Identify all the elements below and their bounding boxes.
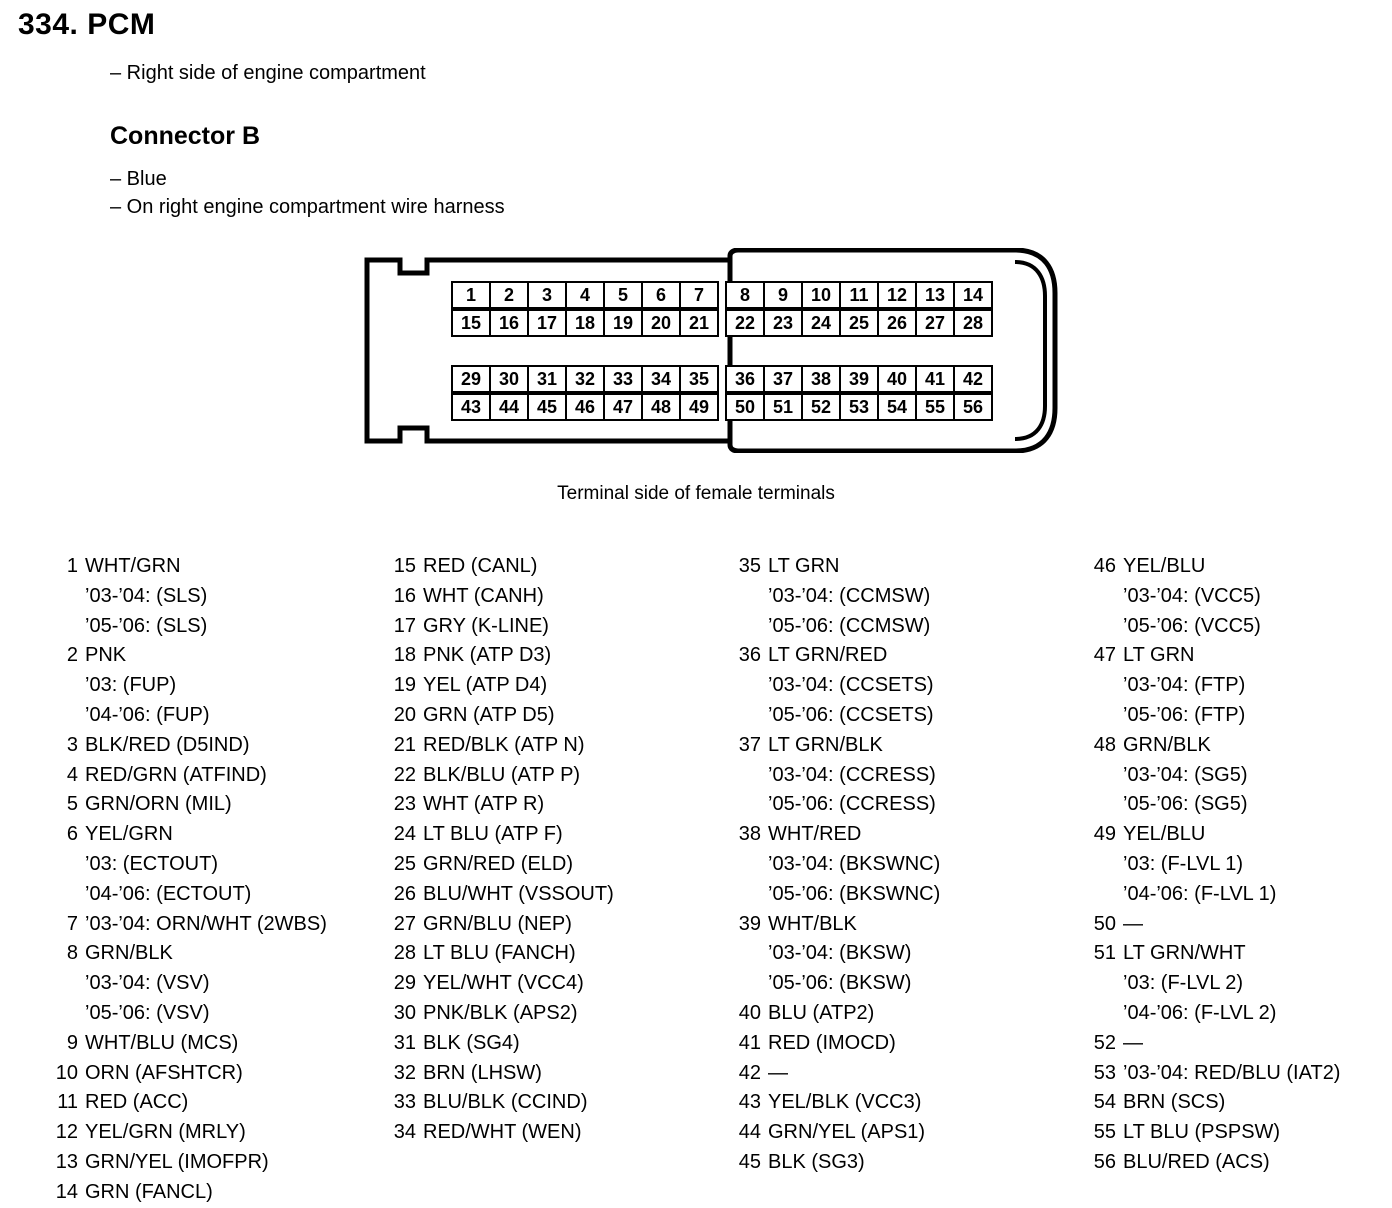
pin-number: 19 (393, 674, 416, 697)
pin-number: 41 (738, 1031, 761, 1054)
pin-entry (390, 969, 730, 999)
pin-description: GRN/YEL (APS1) (768, 1121, 926, 1144)
pin-subentry: ’04-’06: (F-LVL 1) (1123, 882, 1277, 905)
pin-entry (390, 1088, 730, 1118)
pin-subentry: ’03: (ECTOUT) (85, 852, 218, 875)
pin-cell[interactable]: 14 (953, 281, 993, 309)
pin-description: PNK/BLK (APS2) (423, 1001, 578, 1024)
pin-description: GRY (K-LINE) (423, 614, 549, 637)
pin-number: 11 (57, 1091, 78, 1114)
pin-description: YEL/BLU (1123, 823, 1206, 846)
pin-entry (1090, 910, 1390, 940)
pin-entry (1090, 1118, 1390, 1148)
pin-number: 8 (66, 942, 78, 965)
pin-entry (390, 582, 730, 612)
pin-cell[interactable]: 36 (725, 365, 765, 393)
pin-number: 31 (393, 1031, 416, 1054)
pin-list-column-1 (52, 552, 382, 1208)
pin-subentry: ’04-’06: (FUP) (85, 703, 210, 726)
pin-description: LT GRN (1123, 644, 1195, 667)
pin-number: 14 (55, 1180, 78, 1203)
pin-number: 16 (393, 584, 416, 607)
pin-entry (52, 761, 382, 791)
pin-subentry: ’03-’04: (BKSWNC) (768, 852, 941, 875)
pin-entry (52, 1178, 382, 1208)
pin-description: BLU (ATP2) (768, 1001, 875, 1024)
pin-cell[interactable]: 40 (877, 365, 917, 393)
pin-description: ’03-’04: ORN/WHT (2WBS) (85, 912, 327, 935)
pin-number: 47 (1093, 644, 1116, 667)
pin-number: 50 (1093, 912, 1116, 935)
pin-entry (1090, 1148, 1390, 1178)
pin-entry (735, 552, 1085, 582)
pin-number: 54 (1093, 1091, 1116, 1114)
pin-description: BLK/RED (D5IND) (85, 733, 250, 756)
pin-number: 25 (393, 852, 416, 875)
pin-entry (390, 552, 730, 582)
pin-description: RED (IMOCD) (768, 1031, 896, 1054)
pin-cell[interactable]: 26 (877, 309, 917, 337)
pin-description: BLK (SG3) (768, 1150, 865, 1173)
pin-cell[interactable]: 49 (679, 393, 719, 421)
pin-number: 55 (1093, 1121, 1116, 1144)
pin-cell[interactable]: 29 (451, 365, 491, 393)
pin-number: 6 (66, 823, 78, 846)
pin-number: 15 (393, 555, 416, 577)
pin-row-3 (451, 365, 991, 393)
pin-entry (390, 880, 730, 910)
pin-entry (52, 1059, 382, 1089)
pin-list-column-2 (390, 552, 730, 1148)
pin-description: LT BLU (ATP F) (423, 823, 563, 846)
pin-cell[interactable]: 37 (763, 365, 803, 393)
pin-cell[interactable]: 2 (489, 281, 529, 309)
pin-entry (1090, 1088, 1390, 1118)
pin-entry (735, 1088, 1085, 1118)
pin-subentry: ’03-’04: (SLS) (85, 584, 208, 607)
pin-cell[interactable]: 25 (839, 309, 879, 337)
connector-color-note: – Blue (110, 168, 167, 190)
pin-cell[interactable]: 47 (603, 393, 643, 421)
pin-number: 29 (393, 972, 416, 995)
pin-number: 52 (1093, 1031, 1116, 1054)
pin-number: 35 (738, 555, 761, 577)
pin-row-2 (451, 309, 991, 337)
pin-subentry: ’05-’06: (SLS) (85, 614, 208, 637)
pin-entry (735, 641, 1085, 671)
pin-list-column-4 (1090, 552, 1390, 1178)
pin-entry (390, 641, 730, 671)
pin-list (0, 552, 1392, 1203)
pin-description: PNK (ATP D3) (423, 644, 552, 667)
terminal-caption: Terminal side of female terminals (557, 483, 835, 504)
pin-number: 3 (66, 733, 78, 756)
pin-number: 4 (66, 763, 78, 786)
pin-description: YEL/WHT (VCC4) (423, 972, 584, 995)
pin-description: — (768, 1061, 788, 1084)
pin-subentry: ’03-’04: (CCSETS) (768, 674, 934, 697)
pin-number: 53 (1093, 1061, 1116, 1084)
pin-subentry: ’05-’06: (BKSWNC) (768, 882, 941, 905)
pin-entry (1090, 641, 1390, 671)
pin-entry (735, 1059, 1085, 1089)
pin-entry (735, 1029, 1085, 1059)
pin-description: GRN/BLK (1123, 733, 1211, 756)
pin-number: 34 (393, 1121, 416, 1144)
pin-number: 39 (738, 912, 761, 935)
pin-cell[interactable]: 42 (953, 365, 993, 393)
pin-description: LT GRN/BLK (768, 733, 883, 756)
pin-entry (735, 820, 1085, 850)
pin-subentry: ’03-’04: (VSV) (85, 972, 210, 995)
pin-cell[interactable]: 31 (527, 365, 567, 393)
pin-description: YEL/GRN (MRLY) (85, 1121, 246, 1144)
pin-cell[interactable]: 33 (603, 365, 643, 393)
pin-entry (735, 1118, 1085, 1148)
pin-subentry: ’04-’06: (ECTOUT) (85, 882, 252, 905)
pin-description: LT GRN (768, 555, 840, 577)
pin-number: 22 (393, 763, 416, 786)
pin-number: 40 (738, 1001, 761, 1024)
pin-entry (390, 1029, 730, 1059)
pin-entry (52, 552, 382, 582)
pin-description: YEL (ATP D4) (423, 674, 548, 697)
pin-cell[interactable]: 32 (565, 365, 605, 393)
pin-description: LT GRN/WHT (1123, 942, 1246, 965)
pin-description: LT GRN/RED (768, 644, 888, 667)
pin-number: 33 (393, 1091, 416, 1114)
pin-description: — (1123, 912, 1143, 935)
pin-number: 24 (393, 823, 416, 846)
pin-entry (1090, 939, 1390, 969)
connector-heading: Connector B (110, 122, 260, 150)
pin-number: 37 (738, 733, 761, 756)
pin-description: WHT/BLK (768, 912, 857, 935)
pin-number: 32 (393, 1061, 416, 1084)
pin-entry (52, 731, 382, 761)
pin-description: WHT/RED (768, 823, 862, 846)
pin-cell[interactable]: 19 (603, 309, 643, 337)
pin-subentry: ’05-’06: (CCRESS) (768, 793, 936, 816)
pin-entry (735, 1148, 1085, 1178)
pin-entry (52, 820, 382, 850)
pin-cell[interactable]: 44 (489, 393, 529, 421)
pin-description: BLK (SG4) (423, 1031, 520, 1054)
pin-number: 36 (738, 644, 761, 667)
pin-number: 28 (393, 942, 416, 965)
pin-cell[interactable]: 34 (641, 365, 681, 393)
pin-cell[interactable]: 13 (915, 281, 955, 309)
pin-description: ORN (AFSHTCR) (85, 1061, 243, 1084)
pin-cell[interactable]: 52 (801, 393, 841, 421)
pin-entry (390, 939, 730, 969)
pin-description: RED/GRN (ATFIND) (85, 763, 267, 786)
pin-subentry: ’03-’04: (CCRESS) (768, 763, 936, 786)
pin-number: 10 (55, 1061, 78, 1084)
pin-entry (390, 731, 730, 761)
pin-entry (390, 820, 730, 850)
pin-entry (52, 1029, 382, 1059)
pin-entry (52, 641, 382, 671)
pin-entry (390, 612, 730, 642)
pin-subentry: ’03-’04: (SG5) (1123, 763, 1248, 786)
pin-number: 17 (393, 614, 416, 637)
pin-cell[interactable]: 9 (763, 281, 803, 309)
pin-description: PNK (85, 644, 127, 667)
pin-entry (390, 850, 730, 880)
pin-description: GRN/ORN (MIL) (85, 793, 232, 816)
pin-entry (390, 790, 730, 820)
pin-cell[interactable]: 11 (839, 281, 879, 309)
pin-cell[interactable]: 27 (915, 309, 955, 337)
pin-cell[interactable]: 56 (953, 393, 993, 421)
pin-cell[interactable]: 3 (527, 281, 567, 309)
pin-number: 12 (55, 1121, 78, 1144)
pin-number: 56 (1093, 1150, 1116, 1173)
pin-subentry: ’05-’06: (VSV) (85, 1001, 210, 1024)
pin-entry (735, 999, 1085, 1029)
pin-description: RED/WHT (WEN) (423, 1121, 582, 1144)
pin-subentry: ’04-’06: (F-LVL 2) (1123, 1001, 1277, 1024)
pin-entry (390, 671, 730, 701)
pin-description: BLU/RED (ACS) (1123, 1150, 1270, 1173)
pin-cell[interactable]: 41 (915, 365, 955, 393)
pin-description: GRN/BLU (NEP) (423, 912, 572, 935)
pin-entry (1090, 552, 1390, 582)
pin-subentry: ’05-’06: (FTP) (1123, 703, 1246, 726)
pin-entry (1090, 820, 1390, 850)
pin-cell[interactable]: 48 (641, 393, 681, 421)
pin-number: 7 (66, 912, 78, 935)
pin-entry (735, 910, 1085, 940)
pin-cell[interactable]: 28 (953, 309, 993, 337)
pin-description: WHT (ATP R) (423, 793, 545, 816)
pin-number: 2 (66, 644, 78, 667)
pin-subentry: ’03: (FUP) (85, 674, 177, 697)
pin-number: 26 (393, 882, 416, 905)
pin-cell[interactable]: 51 (763, 393, 803, 421)
pin-cell[interactable]: 22 (725, 309, 765, 337)
pin-description: YEL/BLK (VCC3) (768, 1091, 922, 1114)
pin-entry (52, 939, 382, 969)
pin-number: 42 (738, 1061, 761, 1084)
pin-number: 9 (66, 1031, 78, 1054)
pin-subentry: ’03-’04: (VCC5) (1123, 584, 1261, 607)
pin-cell[interactable]: 12 (877, 281, 917, 309)
pin-number: 23 (393, 793, 416, 816)
pin-entry (390, 1118, 730, 1148)
pin-description: YEL/GRN (85, 823, 173, 846)
pin-subentry: ’05-’06: (BKSW) (768, 972, 912, 995)
pin-description: GRN/YEL (IMOFPR) (85, 1150, 269, 1173)
pin-entry (390, 999, 730, 1029)
pin-subentry: ’03: (F-LVL 1) (1123, 852, 1244, 875)
pin-cell[interactable]: 39 (839, 365, 879, 393)
pin-cell[interactable]: 16 (489, 309, 529, 337)
pin-cell[interactable]: 35 (679, 365, 719, 393)
pin-entry (390, 761, 730, 791)
pin-cell[interactable]: 18 (565, 309, 605, 337)
pin-subentry: ’03-’04: (CCMSW) (768, 584, 931, 607)
pin-entry (390, 910, 730, 940)
pin-description: GRN (FANCL) (85, 1180, 213, 1203)
pin-cell[interactable]: 17 (527, 309, 567, 337)
pin-row-4 (451, 393, 991, 421)
pin-description: GRN/RED (ELD) (423, 852, 574, 875)
pin-cell[interactable]: 4 (565, 281, 605, 309)
pin-description: RED (CANL) (423, 555, 538, 577)
connector-diagram (355, 248, 1065, 453)
pin-number: 44 (738, 1121, 761, 1144)
pin-description: WHT (CANH) (423, 584, 544, 607)
pin-subentry: ’05-’06: (CCSETS) (768, 703, 934, 726)
pin-number: 43 (738, 1091, 761, 1114)
pin-number: 30 (393, 1001, 416, 1024)
pin-number: 13 (55, 1150, 78, 1173)
pin-subentry: ’03-’04: (FTP) (1123, 674, 1246, 697)
pin-number: 1 (66, 555, 78, 577)
pin-cell[interactable]: 50 (725, 393, 765, 421)
pin-cell[interactable]: 20 (641, 309, 681, 337)
pin-description: BLU/WHT (VSSOUT) (423, 882, 614, 905)
pin-cell[interactable]: 15 (451, 309, 491, 337)
pin-cell[interactable]: 7 (679, 281, 719, 309)
pin-cell[interactable]: 38 (801, 365, 841, 393)
pin-cell[interactable]: 53 (839, 393, 879, 421)
pin-description: GRN/BLK (85, 942, 173, 965)
pin-description: BRN (LHSW) (423, 1061, 542, 1084)
pin-description: — (1123, 1031, 1143, 1054)
pin-entry (1090, 1029, 1390, 1059)
pin-cell[interactable]: 46 (565, 393, 605, 421)
pin-entry (52, 1088, 382, 1118)
pin-entry (52, 910, 382, 940)
pin-entry (52, 1118, 382, 1148)
pin-number: 45 (738, 1150, 761, 1173)
connector-outline (355, 248, 1065, 453)
pin-description: RED/BLK (ATP N) (423, 733, 585, 756)
pin-cell[interactable]: 5 (603, 281, 643, 309)
pin-cell[interactable]: 30 (489, 365, 529, 393)
pin-cell[interactable]: 21 (679, 309, 719, 337)
pin-row-1 (451, 281, 991, 309)
pin-description: LT BLU (PSPSW) (1123, 1121, 1281, 1144)
pin-entry (1090, 731, 1390, 761)
pin-description: ’03-’04: RED/BLU (IAT2) (1123, 1061, 1341, 1084)
pin-description: RED (ACC) (85, 1091, 189, 1114)
pin-entry (735, 731, 1085, 761)
pin-number: 27 (393, 912, 416, 935)
pin-cell[interactable]: 45 (527, 393, 567, 421)
connector-harness-note: – On right engine compartment wire harness (110, 196, 505, 218)
pin-cell[interactable]: 10 (801, 281, 841, 309)
pin-cell[interactable]: 55 (915, 393, 955, 421)
pin-description: BLK/BLU (ATP P) (423, 763, 581, 786)
pin-subentry: ’05-’06: (SG5) (1123, 793, 1248, 816)
pin-description: BLU/BLK (CCIND) (423, 1091, 588, 1114)
pin-number: 46 (1093, 555, 1116, 577)
pin-number: 49 (1093, 823, 1116, 846)
pin-entry (52, 790, 382, 820)
pin-list-column-3 (735, 552, 1085, 1178)
pin-cell[interactable]: 54 (877, 393, 917, 421)
pin-subentry: ’05-’06: (CCMSW) (768, 614, 931, 637)
pin-number: 5 (66, 793, 78, 816)
pin-entry (390, 701, 730, 731)
pin-number: 48 (1093, 733, 1116, 756)
pin-number: 51 (1093, 942, 1116, 965)
pin-description: YEL/BLU (1123, 555, 1206, 577)
pin-cell[interactable]: 24 (801, 309, 841, 337)
pin-number: 21 (393, 733, 416, 756)
pin-subentry: ’05-’06: (VCC5) (1123, 614, 1261, 637)
pin-cell[interactable]: 1 (451, 281, 491, 309)
pin-cell[interactable]: 6 (641, 281, 681, 309)
pin-cell[interactable]: 43 (451, 393, 491, 421)
pin-number: 20 (393, 703, 416, 726)
pin-cell[interactable]: 8 (725, 281, 765, 309)
pin-description: BRN (SCS) (1123, 1091, 1226, 1114)
page-title: 334. PCM (18, 8, 156, 41)
pin-subentry: ’03-’04: (BKSW) (768, 942, 912, 965)
pin-number: 18 (393, 644, 416, 667)
pin-cell[interactable]: 23 (763, 309, 803, 337)
pin-entry (1090, 1059, 1390, 1089)
pin-subentry: ’03: (F-LVL 2) (1123, 972, 1244, 995)
pin-description: WHT/BLU (MCS) (85, 1031, 239, 1054)
location-note: – Right side of engine compartment (110, 62, 426, 84)
pin-number: 38 (738, 823, 761, 846)
pin-description: WHT/GRN (85, 555, 181, 577)
pin-description: GRN (ATP D5) (423, 703, 555, 726)
pin-entry (390, 1059, 730, 1089)
pin-description: LT BLU (FANCH) (423, 942, 576, 965)
pin-entry (52, 1148, 382, 1178)
